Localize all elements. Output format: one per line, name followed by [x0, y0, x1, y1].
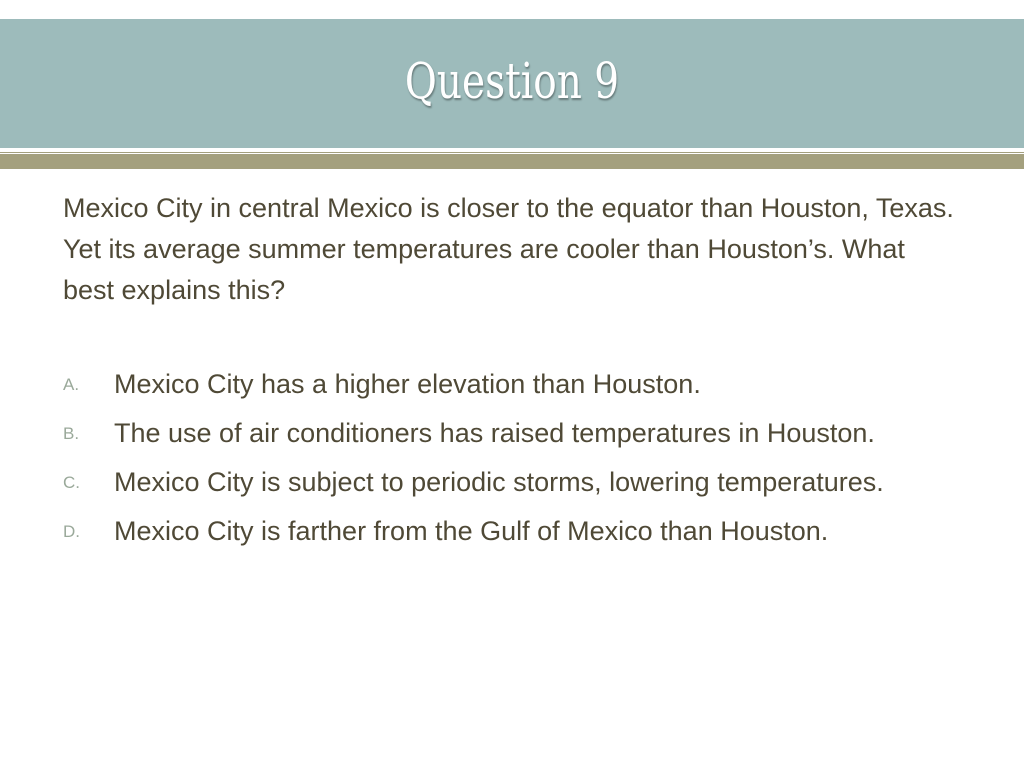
answer-marker: C. [63, 473, 80, 492]
answer-list [63, 364, 963, 552]
answer-marker: D. [63, 522, 80, 541]
answer-marker: A. [63, 375, 80, 394]
answer-text: Mexico City is farther from the Gulf of Mexico than Houston. [114, 516, 829, 546]
answer-option-a [63, 364, 963, 405]
answer-marker: B. [63, 424, 80, 443]
answer-text: Mexico City is subject to periodic storms, lowering temperatures. [114, 467, 884, 497]
answer-option-d [63, 511, 963, 552]
answer-option-b [63, 413, 963, 454]
answer-text: Mexico City has a higher elevation than Houston. [114, 369, 701, 399]
slide-title: Question 9 [404, 52, 620, 110]
slide-content [63, 188, 963, 560]
divider-thin [0, 152, 1024, 153]
question-text: Mexico City in central Mexico is closer to the equator than Houston, Texas. Yet its average summer temperatures are cooler than Houston’s. What best explains this? [63, 193, 954, 305]
divider-thick [0, 154, 1024, 169]
answer-text: The use of air conditioners has raised temperatures in Houston. [114, 418, 875, 448]
answer-option-c [63, 462, 963, 503]
